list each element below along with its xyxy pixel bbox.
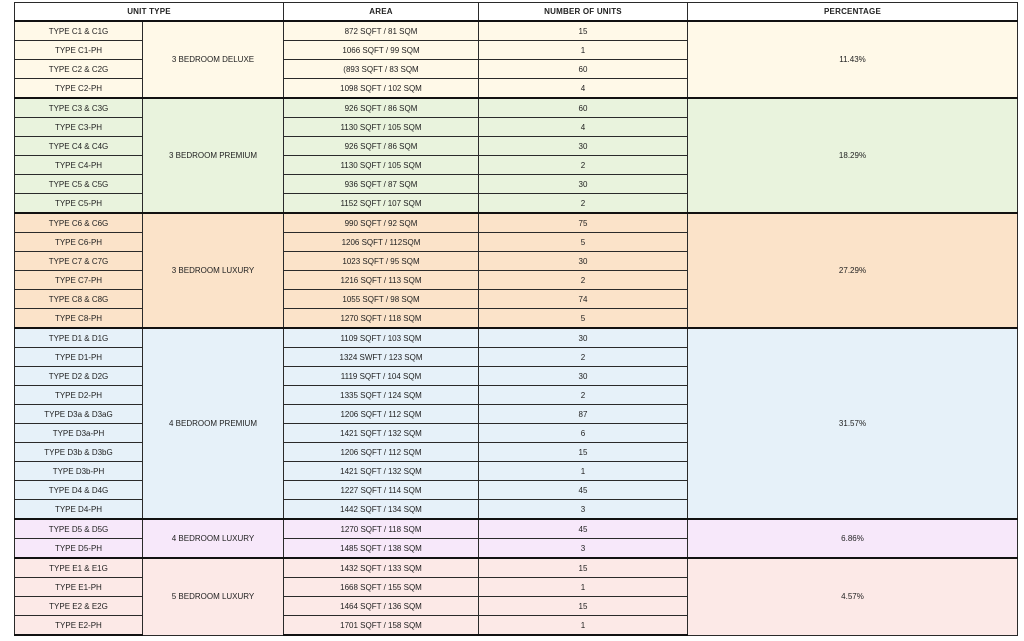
units-cell: 15 [479, 558, 688, 578]
area-cell: 1227 SQFT / 114 SQM [284, 481, 479, 500]
units-cell: 1 [479, 578, 688, 597]
percentage-cell: 31.57% [688, 328, 1018, 519]
category-cell: 4 BEDROOM LUXURY [143, 519, 284, 558]
category-cell: 3 BEDROOM DELUXE [143, 21, 284, 98]
area-cell: 872 SQFT / 81 SQM [284, 21, 479, 41]
units-cell: 4 [479, 79, 688, 99]
units-cell: 15 [479, 21, 688, 41]
header-percentage: PERCENTAGE [688, 3, 1018, 22]
percentage-cell: 11.43% [688, 21, 1018, 98]
area-cell: 1119 SQFT / 104 SQM [284, 367, 479, 386]
area-cell: 1130 SQFT / 105 SQM [284, 118, 479, 137]
unit-type-cell: TYPE C4-PH [15, 156, 143, 175]
unit-type-cell: TYPE D2-PH [15, 386, 143, 405]
area-cell: 1421 SQFT / 132 SQM [284, 462, 479, 481]
units-cell: 15 [479, 443, 688, 462]
unit-type-cell: TYPE C5-PH [15, 194, 143, 214]
category-cell: 3 BEDROOM LUXURY [143, 213, 284, 328]
unit-type-cell: TYPE D1 & D1G [15, 328, 143, 348]
unit-type-cell: TYPE E1 & E1G [15, 558, 143, 578]
unit-type-cell: TYPE D1-PH [15, 348, 143, 367]
units-cell: 87 [479, 405, 688, 424]
area-cell: 1270 SQFT / 118 SQM [284, 309, 479, 329]
area-cell: 1206 SQFT / 112SQM [284, 233, 479, 252]
units-cell: 6 [479, 424, 688, 443]
table-row [15, 519, 1018, 539]
table-row [15, 213, 1018, 233]
header-area: AREA [284, 3, 479, 22]
unit-type-cell: TYPE E2 & E2G [15, 597, 143, 616]
percentage-cell: 18.29% [688, 98, 1018, 213]
unit-type-cell: TYPE C3 & C3G [15, 98, 143, 118]
area-cell: 1109 SQFT / 103 SQM [284, 328, 479, 348]
units-cell: 45 [479, 481, 688, 500]
area-cell: 1464 SQFT / 136 SQM [284, 597, 479, 616]
header-unit-type: UNIT TYPE [15, 3, 284, 22]
unit-type-cell: TYPE E1-PH [15, 578, 143, 597]
percentage-cell: 27.29% [688, 213, 1018, 328]
unit-type-cell: TYPE C1 & C1G [15, 21, 143, 41]
units-cell: 30 [479, 367, 688, 386]
unit-type-cell: TYPE C1-PH [15, 41, 143, 60]
units-cell: 5 [479, 233, 688, 252]
units-cell: 30 [479, 328, 688, 348]
unit-type-cell: TYPE E2-PH [15, 616, 143, 636]
area-cell: 1066 SQFT / 99 SQM [284, 41, 479, 60]
area-cell: 1701 SQFT / 158 SQM [284, 616, 479, 636]
table-body [15, 21, 1018, 635]
units-cell: 3 [479, 539, 688, 559]
units-cell: 15 [479, 597, 688, 616]
unit-type-cell: TYPE C7 & C7G [15, 252, 143, 271]
area-cell: 990 SQFT / 92 SQM [284, 213, 479, 233]
area-cell: 936 SQFT / 87 SQM [284, 175, 479, 194]
area-cell: 1216 SQFT / 113 SQM [284, 271, 479, 290]
units-cell: 3 [479, 500, 688, 520]
area-cell: 1130 SQFT / 105 SQM [284, 156, 479, 175]
units-cell: 30 [479, 137, 688, 156]
area-cell: 1270 SQFT / 118 SQM [284, 519, 479, 539]
unit-type-cell: TYPE C2-PH [15, 79, 143, 99]
unit-type-cell: TYPE D3a-PH [15, 424, 143, 443]
unit-type-cell: TYPE D4 & D4G [15, 481, 143, 500]
unit-mix-table [14, 2, 1018, 636]
unit-type-cell: TYPE D3b & D3bG [15, 443, 143, 462]
header-row [15, 3, 1018, 22]
area-cell: 1023 SQFT / 95 SQM [284, 252, 479, 271]
unit-type-cell: TYPE C5 & C5G [15, 175, 143, 194]
units-cell: 4 [479, 118, 688, 137]
unit-type-cell: TYPE C7-PH [15, 271, 143, 290]
area-cell: 1206 SQFT / 112 SQM [284, 443, 479, 462]
units-cell: 2 [479, 348, 688, 367]
units-cell: 1 [479, 616, 688, 636]
area-cell: 1442 SQFT / 134 SQM [284, 500, 479, 520]
category-cell: 5 BEDROOM LUXURY [143, 558, 284, 635]
unit-type-cell: TYPE D2 & D2G [15, 367, 143, 386]
area-cell: 1432 SQFT / 133 SQM [284, 558, 479, 578]
unit-type-cell: TYPE C8 & C8G [15, 290, 143, 309]
unit-type-cell: TYPE C4 & C4G [15, 137, 143, 156]
units-cell: 2 [479, 194, 688, 214]
percentage-cell: 4.57% [688, 558, 1018, 635]
table-row [15, 21, 1018, 41]
unit-type-cell: TYPE D3a & D3aG [15, 405, 143, 424]
units-cell: 74 [479, 290, 688, 309]
units-cell: 2 [479, 386, 688, 405]
table-row [15, 558, 1018, 578]
category-cell: 3 BEDROOM PREMIUM [143, 98, 284, 213]
area-cell: 1335 SQFT / 124 SQM [284, 386, 479, 405]
area-cell: 1668 SQFT / 155 SQM [284, 578, 479, 597]
area-cell: 1324 SWFT / 123 SQM [284, 348, 479, 367]
area-cell: 1152 SQFT / 107 SQM [284, 194, 479, 214]
table-row [15, 328, 1018, 348]
units-cell: 60 [479, 60, 688, 79]
unit-type-cell: TYPE C8-PH [15, 309, 143, 329]
unit-type-cell: TYPE C3-PH [15, 118, 143, 137]
area-cell: 1206 SQFT / 112 SQM [284, 405, 479, 424]
category-cell: 4 BEDROOM PREMIUM [143, 328, 284, 519]
area-cell: 926 SQFT / 86 SQM [284, 137, 479, 156]
unit-type-cell: TYPE C2 & C2G [15, 60, 143, 79]
area-cell: 1098 SQFT / 102 SQM [284, 79, 479, 99]
unit-type-cell: TYPE D4-PH [15, 500, 143, 520]
unit-type-cell: TYPE D5-PH [15, 539, 143, 559]
units-cell: 45 [479, 519, 688, 539]
area-cell: (893 SQFT / 83 SQM [284, 60, 479, 79]
area-cell: 926 SQFT / 86 SQM [284, 98, 479, 118]
header-number-of-units: NUMBER OF UNITS [479, 3, 688, 22]
unit-type-cell: TYPE D5 & D5G [15, 519, 143, 539]
area-cell: 1485 SQFT / 138 SQM [284, 539, 479, 559]
units-cell: 75 [479, 213, 688, 233]
unit-type-cell: TYPE C6-PH [15, 233, 143, 252]
units-cell: 1 [479, 41, 688, 60]
units-cell: 30 [479, 175, 688, 194]
units-cell: 30 [479, 252, 688, 271]
units-cell: 1 [479, 462, 688, 481]
area-cell: 1421 SQFT / 132 SQM [284, 424, 479, 443]
units-cell: 2 [479, 271, 688, 290]
percentage-cell: 6.86% [688, 519, 1018, 558]
units-cell: 5 [479, 309, 688, 329]
unit-type-cell: TYPE D3b-PH [15, 462, 143, 481]
units-cell: 2 [479, 156, 688, 175]
table-row [15, 98, 1018, 118]
area-cell: 1055 SQFT / 98 SQM [284, 290, 479, 309]
units-cell: 60 [479, 98, 688, 118]
unit-type-cell: TYPE C6 & C6G [15, 213, 143, 233]
